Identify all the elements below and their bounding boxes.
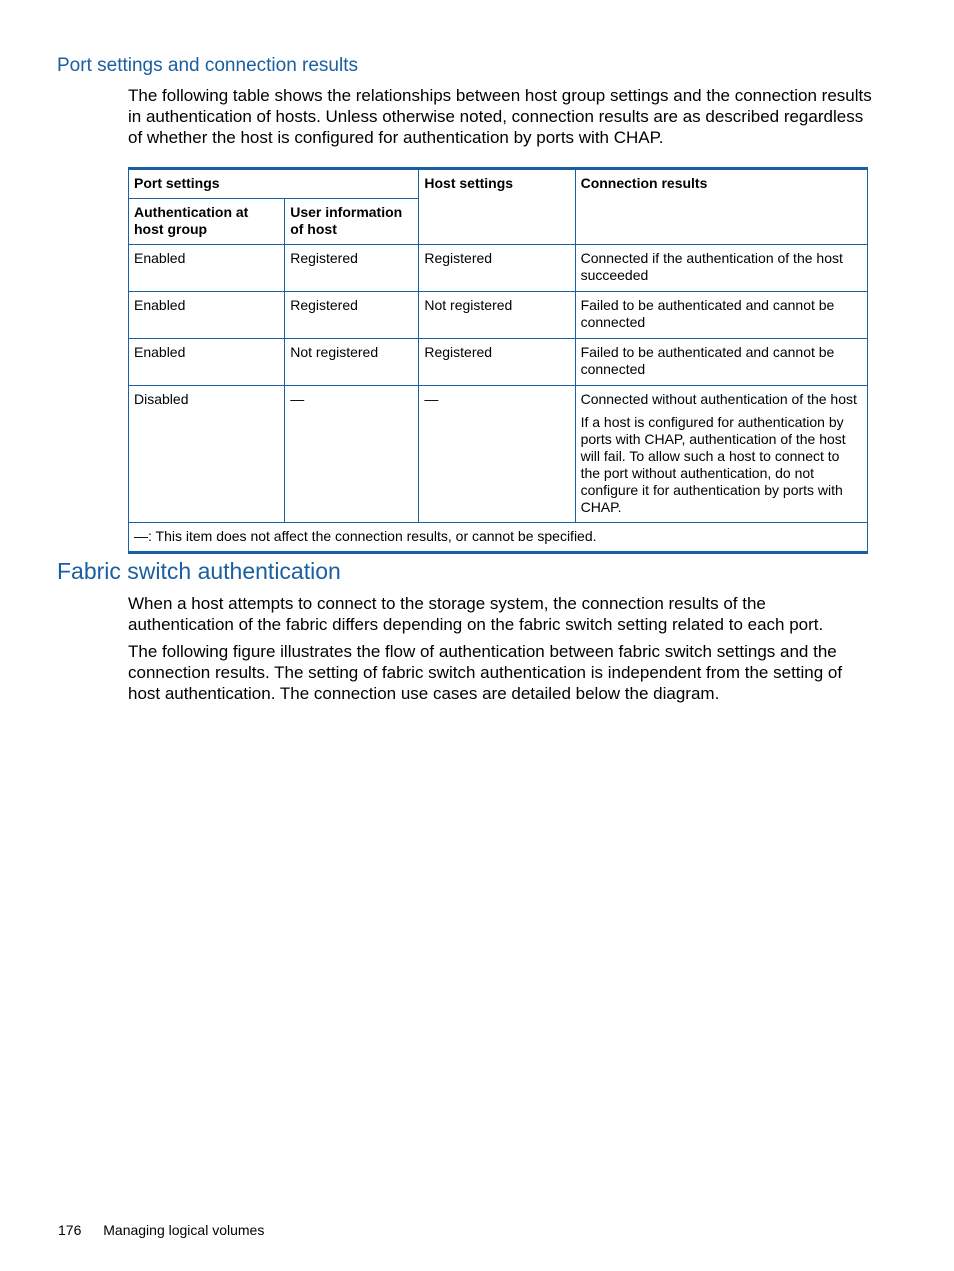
cell-result: Failed to be authenticated and cannot be connected [575,292,867,339]
cell-auth: Enabled [129,339,285,386]
header-connection-results: Connection results [575,169,867,245]
fabric-paragraph-2: The following figure illustrates the flow of authentication between fabric switch settings and the connection results. The setting of fabric switch authentication is independent from the setting of host authentication. The connection use cases are detailed below the diagram. [128,642,843,703]
cell-result-with-note [575,386,867,523]
cell-host: Not registered [419,292,575,339]
cell-user-info: Not registered [285,339,419,386]
table-row [129,245,868,292]
header-host-settings: Host settings [419,169,575,245]
table-footnote-row [129,523,868,553]
cell-user-info: Registered [285,292,419,339]
header-port-settings: Port settings [129,169,419,199]
cell-note: If a host is configured for authentication by ports with CHAP, authentication of the host will fail. To allow such a host to connect to the port without authentication, do not configure it for authentication by ports with CHAP. [580,414,846,515]
cell-result: Connected without authentication of the host [580,391,857,407]
table-row [129,292,868,339]
table-header-row [129,169,868,199]
fabric-heading: Fabric switch authentication [57,558,341,584]
port-settings-table [128,167,868,554]
header-user-info-of-host: User information of host [285,199,419,245]
cell-host: Registered [419,339,575,386]
fabric-paragraph-1: When a host attempts to connect to the storage system, the connection results of the authentication of the fabric differs depending on the fabric switch setting related to each port. [128,594,824,634]
cell-result: Failed to be authenticated and cannot be connected [575,339,867,386]
table-row [129,339,868,386]
cell-auth: Enabled [129,245,285,292]
cell-host: — [419,386,575,523]
cell-auth: Disabled [129,386,285,523]
cell-result: Connected if the authentication of the host succeeded [575,245,867,292]
page-footer [58,1222,264,1238]
cell-host: Registered [419,245,575,292]
cell-auth: Enabled [129,292,285,339]
chapter-title: Managing logical volumes [103,1222,265,1238]
section-intro: The following table shows the relationships between host group settings and the connection results in authentication of hosts. Unless otherwise noted, connection results are as described regardless of whether the host is configured for authentication by ports with CHAP. [128,86,872,147]
header-auth-at-host-group: Authentication at host group [129,199,285,245]
section-heading: Port settings and connection results [57,55,359,76]
table-row [129,386,868,523]
cell-user-info: Registered [285,245,419,292]
cell-user-info: — [285,386,419,523]
page-number: 176 [58,1222,82,1238]
table-footnote: —: This item does not affect the connection results, or cannot be specified. [129,523,868,553]
